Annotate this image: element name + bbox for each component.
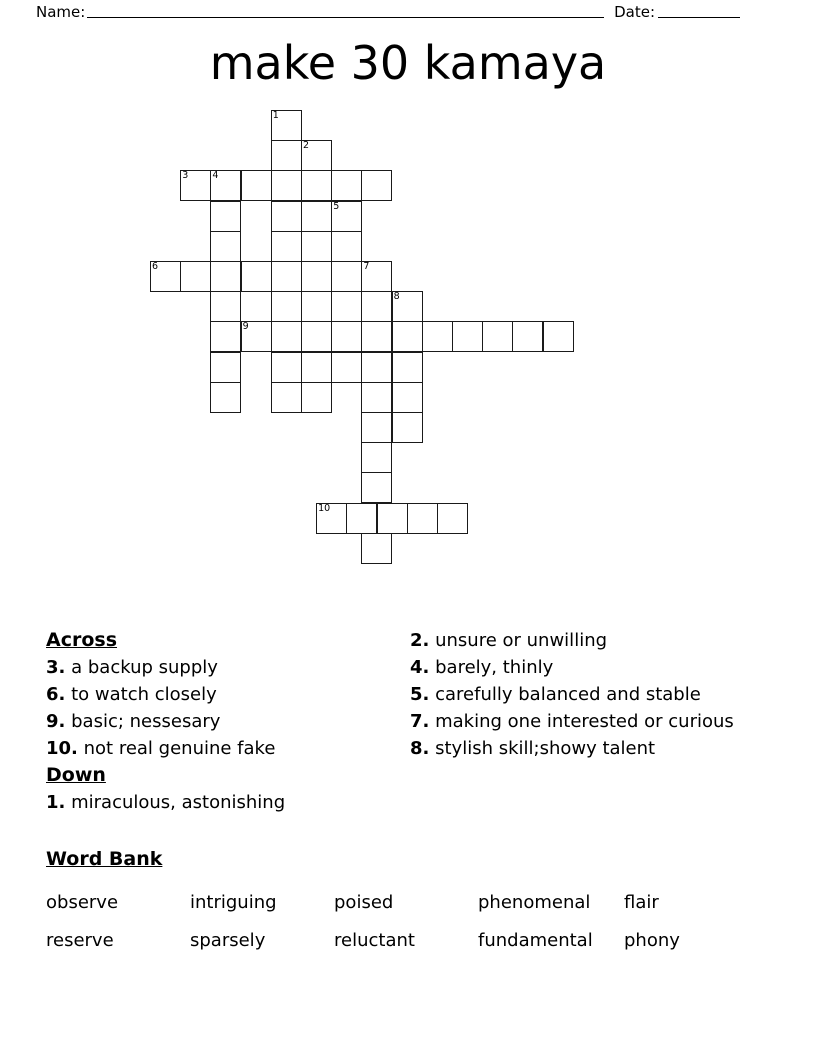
grid-cell[interactable] [392,352,423,383]
clue-item[interactable] [46,708,396,735]
grid-cell-number: 9 [242,321,249,333]
grid-cell[interactable] [301,140,332,171]
clues-section [46,627,770,817]
grid-cell[interactable] [392,412,423,443]
clue-item[interactable] [410,708,760,735]
grid-cell[interactable] [316,503,347,534]
clue-number: 5. [410,684,430,705]
grid-cell[interactable] [241,170,272,201]
clue-number: 7. [410,711,430,732]
word-bank-row [46,922,770,960]
grid-cell[interactable] [482,321,513,352]
clue-number: 2. [410,630,430,651]
word-bank-word: reserve [46,930,114,951]
word-bank-word: observe [46,892,119,913]
clue-text: unsure or unwilling [435,630,608,651]
word-bank-word: reluctant [334,930,415,951]
grid-cell[interactable] [210,382,241,413]
grid-cell[interactable] [271,231,302,262]
grid-cell[interactable] [361,442,392,473]
clue-text: not real genuine fake [83,738,276,759]
word-bank-word: phenomenal [478,892,591,913]
grid-cell[interactable] [180,261,211,292]
grid-cell[interactable] [210,291,241,322]
grid-cell[interactable] [210,321,241,352]
clue-item[interactable] [46,654,396,681]
grid-cell[interactable] [361,291,392,322]
word-bank-heading: Word Bank [46,848,163,870]
clue-text: a backup supply [71,657,218,678]
grid-cell[interactable] [271,321,302,352]
grid-cell-number: 8 [393,291,400,303]
grid-cell-number: 2 [303,140,310,152]
clue-text: carefully balanced and stable [435,684,701,705]
clue-item[interactable] [46,681,396,708]
word-bank-word: sparsely [190,930,266,951]
clue-number: 4. [410,657,430,678]
grid-cell-number: 5 [333,200,340,212]
grid-cell[interactable] [271,140,302,171]
word-bank-word: intriguing [190,892,277,913]
grid-cell-number: 1 [272,110,279,121]
grid-cell[interactable] [361,170,392,201]
clue-item[interactable] [410,654,760,681]
grid-cell[interactable] [361,533,392,564]
grid-cell[interactable] [331,231,362,262]
down-heading: Down [46,764,106,786]
clue-item[interactable] [410,681,760,708]
grid-cell[interactable] [361,261,392,292]
grid-cell[interactable] [422,321,453,352]
across-heading: Across [46,629,118,651]
grid-cell[interactable] [210,261,241,292]
grid-cell[interactable] [301,170,332,201]
clue-text: to watch closely [71,684,217,705]
grid-cell[interactable] [361,352,392,383]
clue-number: 1. [46,792,66,813]
grid-cell[interactable] [331,321,362,352]
grid-cell[interactable] [543,321,574,352]
grid-cell[interactable] [210,170,241,201]
grid-cell[interactable] [361,382,392,413]
clue-number: 10. [46,738,78,759]
grid-cell[interactable] [301,382,332,413]
grid-cell[interactable] [331,201,362,232]
grid-cell-number: 3 [182,170,189,182]
word-bank-word: fundamental [478,930,593,951]
grid-cell[interactable] [331,352,362,383]
clue-number: 8. [410,738,430,759]
grid-cell[interactable] [361,472,392,503]
grid-cell[interactable] [301,291,332,322]
grid-cell[interactable] [241,321,272,352]
grid-cell[interactable] [452,321,483,352]
clue-number: 3. [46,657,66,678]
grid-cell[interactable] [210,201,241,232]
name-label: Name: [36,3,86,21]
grid-cell[interactable] [392,382,423,413]
grid-cell[interactable] [407,503,438,534]
date-label: Date: [614,3,655,21]
grid-cell[interactable] [301,352,332,383]
word-bank-word: poised [334,892,394,913]
grid-cell[interactable] [210,231,241,262]
word-bank-word: phony [624,930,680,951]
word-bank-section [46,845,770,960]
grid-cell[interactable] [301,321,332,352]
grid-cell[interactable] [150,261,181,292]
grid-cell[interactable] [271,382,302,413]
grid-cell[interactable] [377,503,408,534]
grid-cell[interactable] [271,291,302,322]
grid-cell-number: 10 [318,502,331,514]
grid-cell[interactable] [301,231,332,262]
clue-item[interactable] [46,789,396,816]
clue-text: miraculous, astonishing [71,792,286,813]
grid-cell[interactable] [392,291,423,322]
grid-cell[interactable] [361,321,392,352]
clue-item[interactable] [410,627,760,654]
grid-cell-number: 4 [212,170,219,182]
grid-cell[interactable] [301,201,332,232]
grid-cell[interactable] [437,503,468,534]
clue-text: stylish skill;showy talent [435,738,656,759]
word-bank-row [46,884,770,922]
clue-item[interactable] [410,735,760,762]
page-title: make 30 kamaya [209,36,607,90]
grid-cell[interactable] [331,291,362,322]
grid-cell-number: 7 [363,261,370,272]
grid-cell[interactable] [271,170,302,201]
grid-cell[interactable] [271,261,302,292]
grid-cell[interactable] [271,201,302,232]
grid-cell[interactable] [180,170,211,201]
clue-text: basic; nessesary [71,711,221,732]
grid-cell[interactable] [271,110,302,141]
grid-cell[interactable] [301,261,332,292]
grid-cell[interactable] [241,261,272,292]
grid-cell[interactable] [512,321,543,352]
grid-cell[interactable] [361,412,392,443]
clues-column-right [410,627,760,762]
clue-text: making one interested or curious [435,711,734,732]
grid-cell[interactable] [331,170,362,201]
clue-text: barely, thinly [435,657,554,678]
grid-cell[interactable] [210,352,241,383]
grid-cell[interactable] [271,352,302,383]
clue-number: 6. [46,684,66,705]
clue-item[interactable] [46,735,396,762]
grid-cell-number: 6 [152,261,159,272]
clue-number: 9. [46,711,66,732]
clues-column-left [46,627,396,816]
word-bank-word: flair [624,892,659,913]
grid-cell[interactable] [392,321,423,352]
grid-cell[interactable] [346,503,377,534]
grid-cell[interactable] [331,261,362,292]
